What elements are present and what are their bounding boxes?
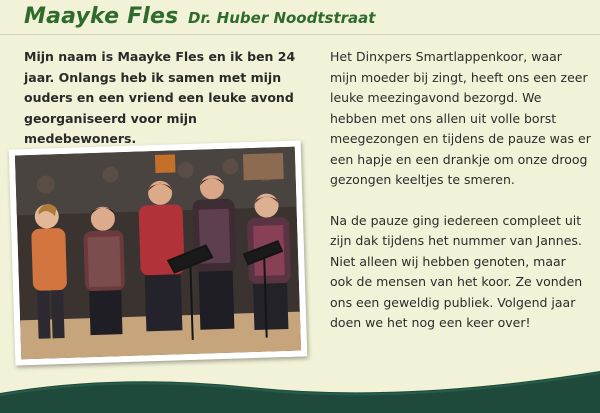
page-header [24, 4, 375, 29]
left-column [24, 47, 299, 150]
choir-photo [9, 140, 308, 365]
decorative-bottom-band [0, 333, 600, 413]
story-paragraph-1: Het Dinxpers Smartlappenkoor, waar mijn moeder bij zingt, heeft ons een zeer leuke meezingavond bezorgd. We hebben met ons allen uit volle borst meegezongen en tijdens de pauze was er een hapje en een drankje om onze droog gezongen keeltjes te smeren. [330, 49, 591, 187]
choir-photo-illustration [15, 147, 301, 360]
story-paragraph-2: Na de pauze ging iedereen compleet uit zijn dak tijdens het nummer van Jannes. Niet alleen wij hebben genoten, maar ook de mensen van het koor. Ze vonden ons een geweldig publiek. Volgend jaar doen we het nog een keer over! [330, 212, 583, 330]
resident-address: Dr. Huber Noodtstraat [188, 9, 376, 27]
resident-name: Maayke Fles [24, 4, 179, 29]
header-divider [0, 34, 600, 35]
intro-paragraph: Mijn naam is Maayke Fles en ik ben 24 jaar. Onlangs heb ik samen met mijn ouders en een vriend een leuke avond georganiseerd voor mijn medebewoners. [24, 49, 296, 146]
right-column [330, 47, 592, 354]
